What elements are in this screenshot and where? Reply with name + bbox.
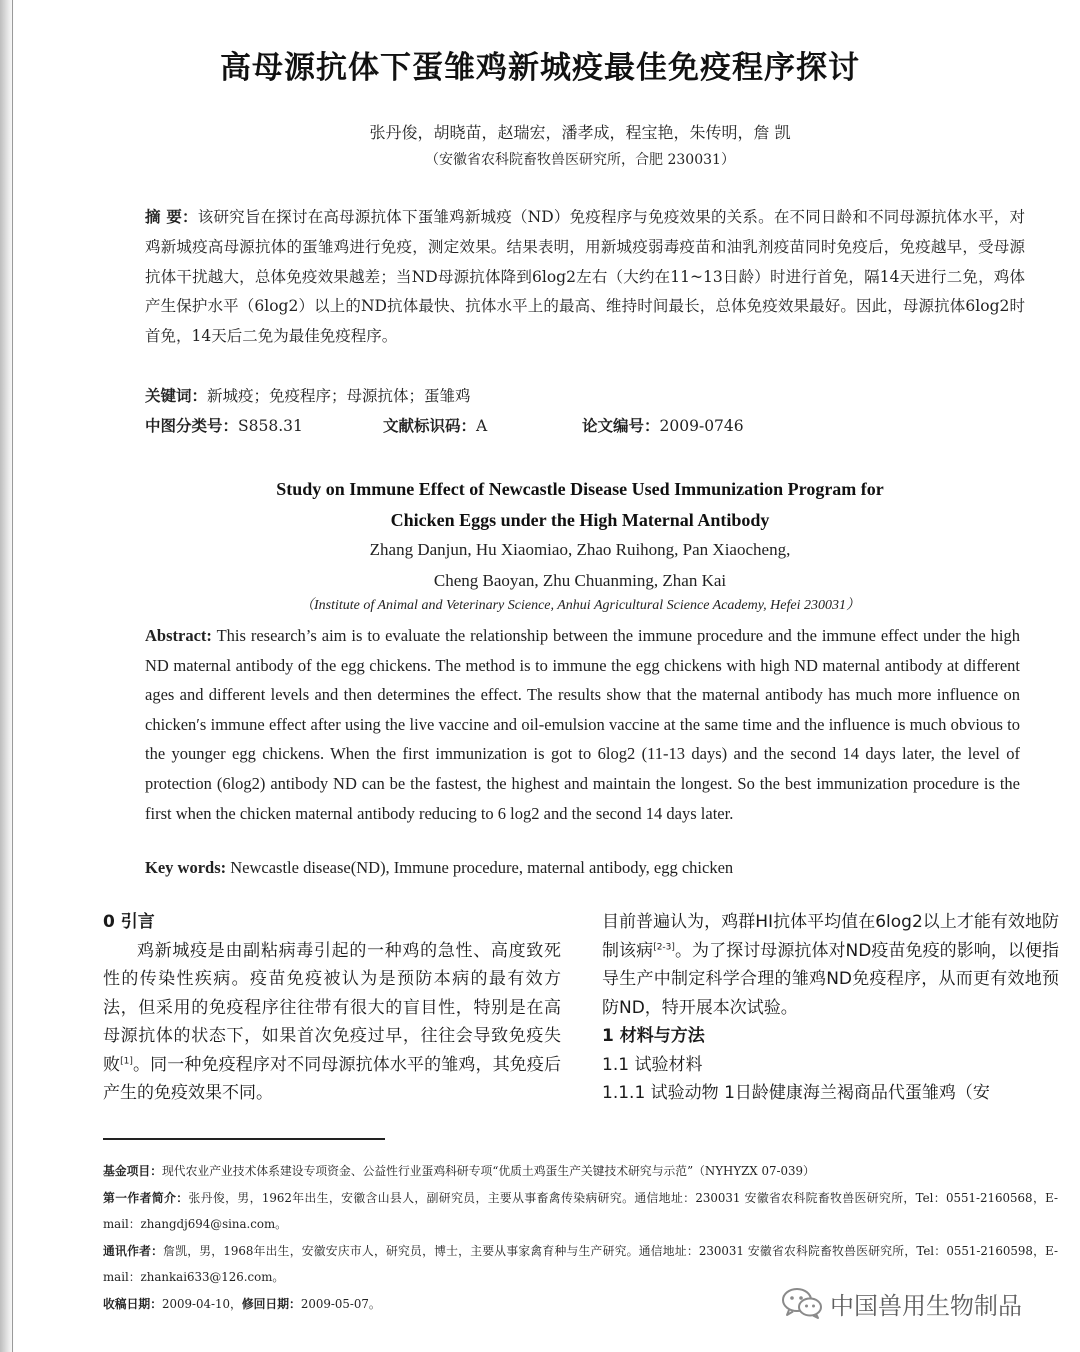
funding-label: 基金项目： bbox=[103, 1164, 162, 1178]
first-author-label: 第一作者简介： bbox=[103, 1190, 189, 1205]
body-column-right bbox=[602, 908, 1059, 1108]
citation-ref-2: [2-3] bbox=[653, 941, 675, 952]
abstract-en-label: Abstract: bbox=[145, 626, 212, 645]
doc-label: 文献标识码： bbox=[383, 417, 477, 435]
abstract-english bbox=[145, 621, 1020, 828]
wechat-watermark bbox=[780, 1283, 1060, 1323]
abstract-cn-label: 摘 要： bbox=[145, 208, 198, 226]
section-1-1-heading: 1.1 试验材料 bbox=[602, 1054, 703, 1075]
keywords-english bbox=[145, 858, 733, 878]
keywords-en-label: Key words: bbox=[145, 858, 227, 877]
keywords-cn-label: 关键词： bbox=[145, 387, 208, 405]
footnote-rule bbox=[103, 1138, 385, 1140]
wechat-icon bbox=[780, 1286, 824, 1320]
revised-label: 修回日期： bbox=[241, 1296, 301, 1311]
right-text-a: 目前普遍认为，鸡群HI抗体平均值在6log2以上才能有效地防制该病 bbox=[602, 912, 1059, 961]
english-authors bbox=[0, 534, 1080, 596]
first-author-text: 张丹俊，男，1962年出生，安徽含山县人，副研究员，主要从事畜禽传染病研究。通信地址：230031 安徽省农科院畜牧兽医研究所，Tel：0551-2160568，E-mail：zhangdj694@sina.com。 bbox=[103, 1190, 1058, 1231]
corresponding-label: 通讯作者： bbox=[103, 1243, 164, 1258]
english-authors-line-1: Zhang Danjun, Hu Xiaomiao, Zhao Ruihong, Pan Xiaocheng, bbox=[369, 540, 791, 559]
intro-text-a: 鸡新城疫是由副粘病毒引起的一种鸡的急性、高度致死性的传染性疾病。疫苗免疫被认为是预防本病的最有效方法，但采用的免疫程序往往带有很大的盲目性，特别是在高母源抗体的状态下，如果首次免疫过早，往往会导致免疫失败 bbox=[103, 940, 561, 1075]
clc-label: 中图分类号： bbox=[145, 417, 239, 435]
right-paragraph bbox=[602, 908, 1059, 1022]
english-affiliation: （Institute of Animal and Veterinary Science, Anhui Agricultural Science Academy, Hefei 230031） bbox=[299, 598, 861, 613]
english-title-line-2: Chicken Eggs under the High Maternal Antibody bbox=[390, 510, 770, 530]
document-code bbox=[383, 414, 487, 436]
english-authors-line-2: Cheng Baoyan, Zhu Chuanming, Zhan Kai bbox=[433, 571, 727, 590]
article-value: 2009-0746 bbox=[659, 417, 744, 435]
footnote-funding bbox=[103, 1158, 1058, 1185]
intro-heading: 0 引言 bbox=[103, 912, 155, 932]
watermark-text: 中国兽用生物制品 bbox=[830, 1291, 1022, 1320]
clc-value: S858.31 bbox=[238, 417, 303, 435]
abstract-cn-text: 该研究旨在探讨在高母源抗体下蛋雏鸡新城疫（ND）免疫程序与免疫效果的关系。在不同日龄和不同母源抗体水平，对鸡新城疫高母源抗体的蛋雏鸡进行免疫，测定效果。结果表明，用新城疫弱毒疫苗和油乳剂疫苗同时免疫后，免疫越早，受母源抗体干扰越大，总体免疫效果越差；当ND母源抗体降到6log2左右（大约在11~13日龄）时进行首免，隔14天进行二免，鸡体产生保护水平（6log2）以上的ND抗体最快、抗体水平上的最高、维持时间最长，总体免疫效果最好。因此，母源抗体6log2时首免，14天后二免为最佳免疫程序。 bbox=[145, 208, 1025, 346]
doc-value: A bbox=[476, 417, 488, 435]
article-label: 论文编号： bbox=[582, 417, 660, 435]
english-title bbox=[0, 474, 1080, 536]
revised-date: 2009-05-07。 bbox=[300, 1296, 381, 1311]
section-1-1-1-text: 1.1.1 试验动物 1日龄健康海兰褐商品代蛋雏鸡（安 bbox=[602, 1083, 990, 1103]
author-list: 张丹俊，胡晓苗，赵瑞宏，潘孝成，程宝艳，朱传明，詹 凯 bbox=[369, 123, 791, 142]
corresponding-text: 詹凯，男，1968年出生，安徽安庆市人，研究员，博士，主要从事家禽育种与生产研究。通信地址：230031 安徽省农科院畜牧兽医研究所，Tel：0551-2160598，E-mail：zhankai633@126.com。 bbox=[103, 1243, 1058, 1284]
keywords-cn-text: 新城疫；免疫程序；母源抗体；蛋雏鸡 bbox=[207, 387, 471, 405]
paper-title: 高母源抗体下蛋雏鸡新城疫最佳免疫程序探讨 bbox=[220, 50, 860, 86]
body-column-left bbox=[103, 908, 561, 1108]
received-date: 2009-04-10， bbox=[162, 1296, 242, 1311]
right-text-b: 。为了探讨母源抗体对ND疫苗免疫的影响，以便指导生产中制定科学合理的雏鸡ND免疫程序，从而更有效地预防ND，特开展本次试验。 bbox=[602, 940, 1060, 1018]
keywords-en-text: Newcastle disease(ND), Immune procedure, maternal antibody, egg chicken bbox=[230, 858, 734, 877]
intro-text-b: 。同一种免疫程序对不同母源抗体水平的雏鸡，其免疫后产生的免疫效果不同。 bbox=[103, 1054, 561, 1103]
footnote-first-author bbox=[103, 1185, 1058, 1238]
intro-paragraph bbox=[103, 937, 561, 1108]
abstract-en-text: This research’s aim is to evaluate the relationship between the immune procedure and the immune effect under the high ND maternal antibody of the egg chickens. The method is to immune the egg chickens with high ND maternal antibody at different ages and different levels and then determines the effect. The results show that the maternal antibody has much more influence on chicken′s immune effect after using the live vaccine and oil-emulsion vaccine at the same time and the influence is much obvious to the younger egg chickens. When the first immunization is got to 6log2 (11-13 days) and the second 14 days later, the level of protection (6log2) antibody ND can be the fastest, the highest and maintain the longest. So the best immunization procedure is the first when the chicken maternal antibody reducing to 6 log2 and the second 14 days later. bbox=[145, 626, 1020, 823]
abstract-chinese bbox=[145, 203, 1025, 352]
funding-text: 现代农业产业技术体系建设专项资金、公益性行业蛋鸡科研专项“优质土鸡蛋生产关键技术研究与示范”（NYHYZX 07-039） bbox=[162, 1164, 815, 1178]
received-label: 收稿日期： bbox=[103, 1296, 162, 1311]
keywords-chinese bbox=[145, 384, 471, 406]
section-1-heading: 1 材料与方法 bbox=[602, 1026, 705, 1046]
clc-number bbox=[145, 414, 303, 436]
citation-ref-1: [1] bbox=[120, 1055, 133, 1066]
article-number bbox=[582, 414, 744, 436]
english-title-line-1: Study on Immune Effect of Newcastle Disease Used Immunization Program for bbox=[276, 479, 884, 499]
page-left-edge bbox=[0, 0, 14, 1352]
affiliation: （安徽省农科院畜牧兽医研究所，合肥 230031） bbox=[425, 152, 735, 168]
